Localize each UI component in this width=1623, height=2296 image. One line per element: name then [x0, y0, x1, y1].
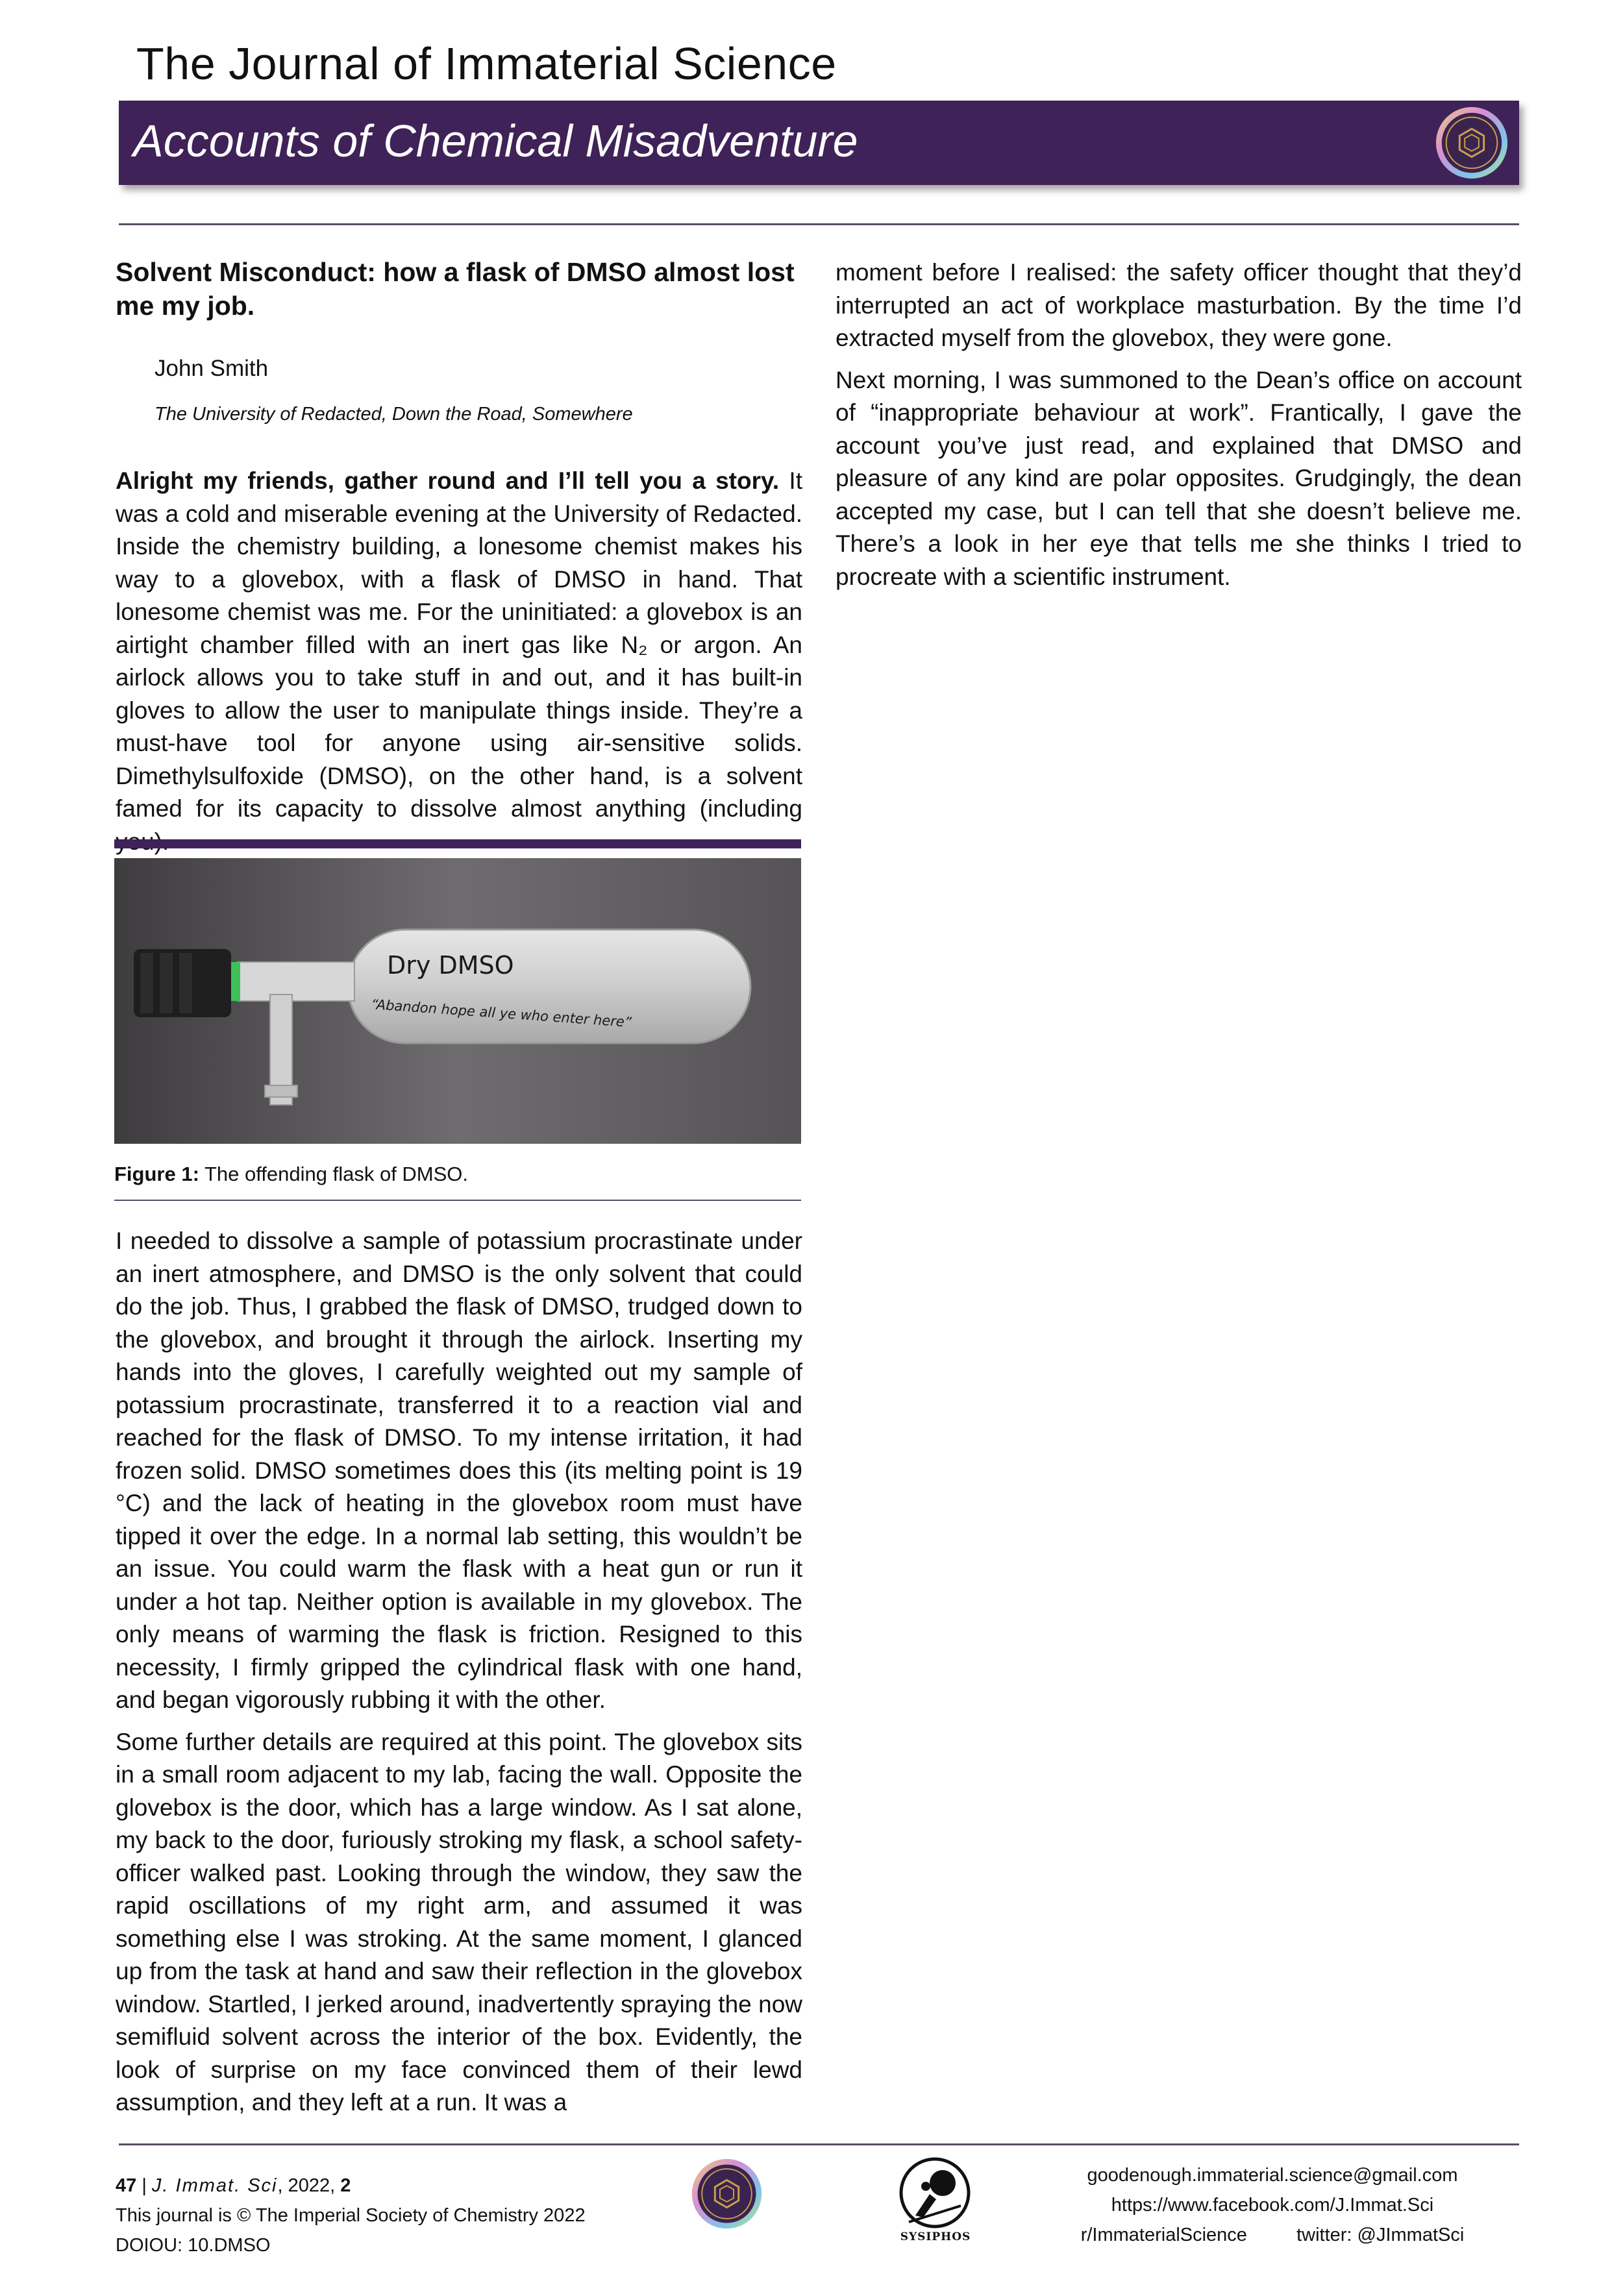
paragraph-4: Next morning, I was summoned to the Dean’s office on account of “inappropriate behaviour at work”. Frantically, I gave the account you’ve just read, and explained that DMSO and pleasure of any kind are polar opposites. Grudgingly, the dean accepted my case, but I can tell that she doesn’t believe me. There’s a look in her eye that tells me she thinks I tried to procreate with a scientific instrument. [836, 366, 1522, 590]
footer-rule [119, 2143, 1519, 2145]
section-banner [119, 101, 1519, 185]
flask-illustration [114, 858, 801, 1144]
figure-caption-text: The offending flask of DMSO. [199, 1163, 469, 1185]
doi-text: DOIOU: 10.DMSO [116, 2235, 271, 2256]
issue-number: 2 [340, 2175, 351, 2196]
flask-label-line2: “Abandon hope all ye who enter here” [370, 996, 632, 1031]
right-column [836, 256, 1522, 602]
footer-citation [116, 2171, 586, 2260]
contact-facebook[interactable]: https://www.facebook.com/J.Immat.Sci [1111, 2195, 1434, 2216]
contact-reddit[interactable]: r/ImmaterialScience [1080, 2225, 1247, 2245]
contact-email[interactable]: goodenough.immaterial.science@gmail.com [1087, 2165, 1458, 2186]
copyright-text: This journal is © The Imperial Society of Chemistry 2022 [116, 2205, 586, 2226]
figure-caption [114, 1163, 468, 1186]
story-paragraphs [116, 1225, 802, 2129]
figure-photo [114, 858, 801, 1144]
figure-top-bar [114, 839, 801, 848]
journal-name: The Journal of Immaterial Science [136, 38, 837, 89]
author-name: John Smith [155, 356, 269, 381]
page-number: 47 [116, 2175, 137, 2196]
paragraph-2: I needed to dissolve a sample of potassium procrastinate under an inert atmosphere, and DMSO is the only solvent that could do the job. Thus, I grabbed the flask of DMSO, trudged down to the glovebox, and brought it through the airlock. Inserting my hands into the gloves, I carefully weighted out my sample of potassium procrastinate, transferred it to a reaction vial and reached for the flask of DMSO. To my intense irritation, it had frozen solid. DMSO sometimes does this (its melting point is 19 °C) and the lack of heating in the glovebox room must have tipped it over the edge. In a normal lab setting, this wouldn’t be an issue. You could warm the flask with a heat gun or run it under a hot tap. Neither option is available in my glovebox. The only means of warming the flask is friction. Resigned to this necessity, I firmly gripped the cylindrical flask with one hand, and began vigorously rubbing it with the other. [116, 1228, 802, 1713]
footer-separator: | [136, 2175, 152, 2196]
year-volume: , 2022, [277, 2175, 341, 2196]
article-title: Solvent Misconduct: how a flask of DMSO almost lost me my job. [116, 257, 795, 321]
footer-contacts [1039, 2160, 1506, 2250]
contact-twitter[interactable]: twitter: @JImmatSci [1296, 2225, 1465, 2245]
figure-label: Figure 1: [114, 1163, 199, 1185]
author-affiliation: The University of Redacted, Down the Road, Somewhere [155, 404, 633, 425]
paragraph-3: Some further details are required at this point. The glovebox sits in a small room adjacent to my lab, facing the wall. Opposite the glovebox is the door, which has a large window. As I sat alone, my back to the door, furiously stroking my flask, a school safety-officer walked past. Looking through the window, they saw the rapid oscillations of my right arm, and assumed it was something else I was stroking. At the same moment, I glanced up from the task at hand and saw their reflection in the glovebox window. Startled, I jerked around, inadvertently spraying the now semifluid solvent across the interior of the box. Evidently, the look of surprise on my face convinced them of their lewd assumption, and they left at a run. It was a [116, 1728, 802, 2116]
journal-seal-icon [1433, 105, 1510, 181]
section-title: Accounts of Chemical Misadventure [133, 116, 858, 166]
header-rule [119, 223, 1519, 225]
intro-paragraph [116, 465, 802, 867]
footer-seal-icon [689, 2156, 764, 2231]
journal-abbrev: J. Immat. Sci [151, 2175, 278, 2196]
paragraph-3-continued: moment before I realised: the safety officer thought that they’d interrupted an act of workplace masturbation. By the time I’d extracted myself from the glovebox, they were gone. [836, 259, 1522, 351]
caption-rule [114, 1200, 801, 1201]
intro-body: It was a cold and miserable evening at the University of Redacted. Inside the chemistry building, a lonesome chemist makes his way to a glovebox, with a flask of DMSO in hand. That lonesome chemist was me. For the uninitiated: a glovebox is an airtight chamber filled with an inert gas like N₂ or argon. An airlock allows you to take stuff in and out, and it has built-in gloves to allow the user to manipulate things inside. They’re a must-have tool for anyone using air-sensitive solids. Dimethylsulfoxide (DMSO), on the other hand, is a solvent famed for its capacity to dissolve almost anything (including [116, 467, 802, 822]
intro-lead: Alright my friends, gather round and I’ll tell you a story. [116, 467, 780, 494]
sysiphos-label: SYSIPHOS [900, 2230, 971, 2243]
flask-label-line1: Dry DMSO [387, 951, 514, 980]
